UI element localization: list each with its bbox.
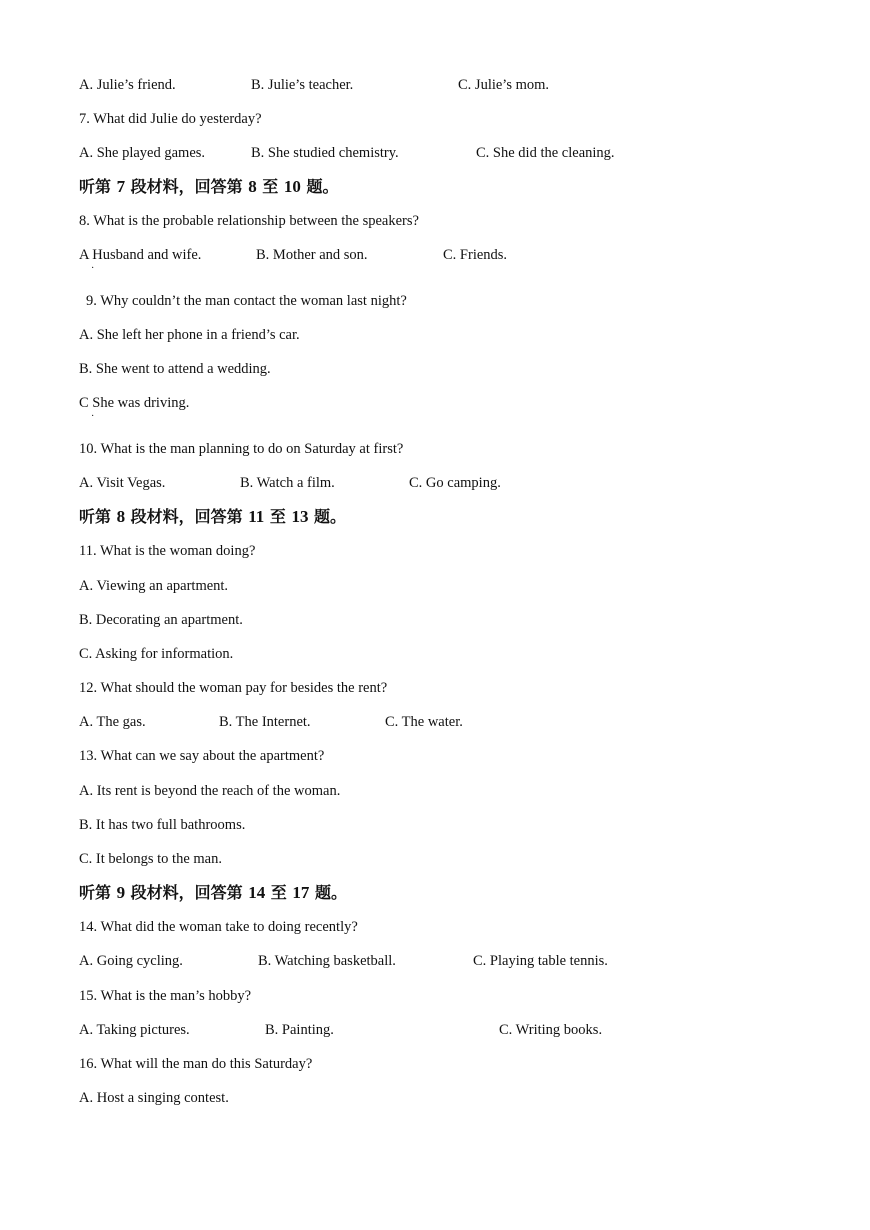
question-text: 7. What did Julie do yesterday?: [79, 111, 262, 127]
heading-part-mid: 段材料，回答第: [125, 507, 249, 526]
answer-option: B. It has two full bathrooms.: [79, 817, 246, 833]
heading-part-to: 至: [256, 177, 284, 196]
heading-part-n3: 10: [283, 177, 301, 196]
answer-option: B. Watching basketball.: [258, 953, 396, 969]
heading-part-pre: 听第: [79, 507, 117, 526]
answer-option: A. Host a singing contest.: [79, 1090, 229, 1106]
answer-option: B. The Internet.: [219, 714, 311, 730]
answer-option: C. Asking for information.: [79, 646, 234, 662]
question-text: 15. What is the man’s hobby?: [79, 988, 252, 1004]
question-text: 11. What is the woman doing?: [79, 543, 256, 559]
answer-option: A. Taking pictures.: [79, 1022, 190, 1038]
answer-option: C. Go camping.: [409, 475, 501, 491]
heading-part-n3: 13: [291, 507, 309, 526]
answer-option: B. She went to attend a wedding.: [79, 361, 271, 377]
heading-part-pre: 听第: [79, 177, 117, 196]
punctuation-dot: ·: [91, 263, 95, 274]
question-text: 16. What will the man do this Saturday?: [79, 1056, 313, 1072]
heading-part-mid: 段材料，回答第: [125, 177, 249, 196]
heading-part-n1: 7: [116, 177, 126, 196]
heading-part-n2: 8: [248, 177, 257, 196]
heading-part-n2: 11: [248, 507, 265, 526]
answer-option: A. The gas.: [79, 714, 146, 730]
answer-option: A. Going cycling.: [79, 953, 183, 969]
heading-part-to: 至: [265, 883, 293, 902]
section-heading: [79, 177, 338, 197]
answer-option: A. Its rent is beyond the reach of the woman.: [79, 783, 341, 799]
answer-option: B. Mother and son.: [256, 247, 368, 263]
answer-option: B. Painting.: [265, 1022, 334, 1038]
answer-option: C. Friends.: [443, 247, 508, 263]
answer-option: C. Writing books.: [499, 1022, 603, 1038]
answer-option: A. Julie’s friend.: [79, 77, 176, 93]
answer-option: C. The water.: [385, 714, 463, 730]
section-heading: [79, 507, 346, 527]
question-text: 13. What can we say about the apartment?: [79, 748, 325, 764]
answer-option: B. Julie’s teacher.: [251, 77, 354, 93]
answer-option: C. It belongs to the man.: [79, 851, 222, 867]
answer-option: C. She did the cleaning.: [476, 145, 615, 161]
answer-option: C. Playing table tennis.: [473, 953, 608, 969]
answer-option: A Husband and wife.: [79, 247, 202, 263]
punctuation-dot: ·: [91, 411, 95, 422]
heading-part-post: 题。: [309, 883, 347, 902]
answer-option: A. Viewing an apartment.: [79, 578, 229, 594]
answer-option: A. She played games.: [79, 145, 206, 161]
answer-option: B. Decorating an apartment.: [79, 612, 243, 628]
answer-option: B. Watch a film.: [240, 475, 335, 491]
question-text: 12. What should the woman pay for besides the rent?: [79, 680, 388, 696]
heading-part-n2: 14: [248, 883, 266, 902]
heading-part-n1: 9: [116, 883, 126, 902]
answer-option: C. Julie’s mom.: [458, 77, 550, 93]
question-text: 10. What is the man planning to do on Saturday at first?: [79, 441, 404, 457]
answer-option: C She was driving.: [79, 395, 190, 411]
heading-part-pre: 听第: [79, 883, 117, 902]
answer-option: A. She left her phone in a friend’s car.: [79, 327, 300, 343]
answer-option: B. She studied chemistry.: [251, 145, 399, 161]
question-text: 8. What is the probable relationship between the speakers?: [79, 213, 419, 229]
heading-part-post: 题。: [308, 507, 347, 526]
answer-option: A. Visit Vegas.: [79, 475, 166, 491]
question-text: 9. Why couldn’t the man contact the woman last night?: [86, 293, 407, 309]
heading-part-mid: 段材料，回答第: [125, 883, 249, 902]
heading-part-n3: 17: [292, 883, 310, 902]
heading-part-n1: 8: [116, 507, 126, 526]
question-text: 14. What did the woman take to doing recently?: [79, 919, 358, 935]
heading-part-post: 题。: [300, 177, 339, 196]
heading-part-to: 至: [264, 507, 292, 526]
section-heading: [79, 883, 347, 903]
